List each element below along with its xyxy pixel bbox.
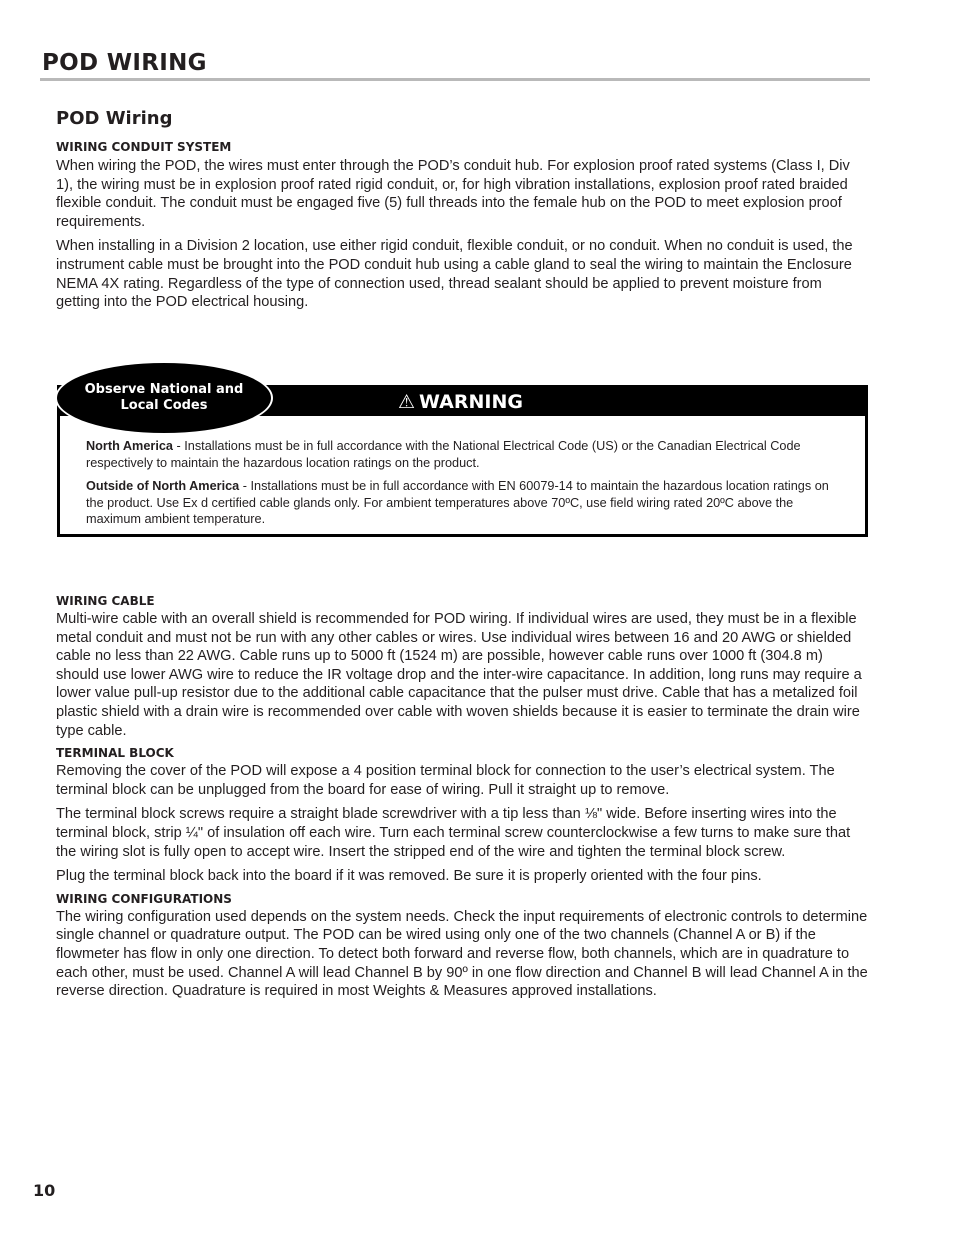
warning-label-text: WARNING — [419, 391, 523, 413]
page-number: 10 — [33, 1181, 56, 1200]
wiring-conduit-heading: WIRING CONDUIT SYSTEM — [56, 140, 232, 154]
terminal-block-heading: TERMINAL BLOCK — [56, 746, 174, 761]
wiring-cable-paragraph: Multi-wire cable with an overall shield is recommended for POD wiring. If individual wires are used, they must be in a flexible metal conduit and must not be run with any other cables or wires. Use individual wires between 16 and 20 AWG or shielded cable no less than 22 AWG. Cable runs up to 5000 ft (1524 m) are possible, however cable runs over 1000 ft (304.8 m) should use lower AWG wire to reduce the IR voltage drop and the inter-wire capacitance. In addition, long runs may require a lower value pull-up resistor due to the additional cable capacitance that the pulser must drive. Cable that has a metalized foil plastic shield with a drain wire is recommended over cable with woven shields because it is easier to terminate the drain wire type cable. — [56, 611, 862, 739]
section-title: POD Wiring — [56, 108, 173, 129]
warning-item-north-america — [86, 438, 846, 471]
wiring-conduit-paragraph-2: When installing in a Division 2 location, use either rigid conduit, flexible conduit, or no conduit. When no conduit is used, the instrument cable must be brought into the POD conduit hub using a cable gland to seal the wiring to maintain the Enclosure NEMA 4X rating. Regardless of the type of connection used, thread sealant should be applied to prevent moisture from getting into the POD electrical housing. — [56, 238, 853, 311]
page-title: POD WIRING — [42, 50, 207, 76]
warning-label — [398, 390, 523, 414]
terminal-block-paragraph-1: Removing the cover of the POD will expose a 4 position terminal block for connection to the user’s electrical system. The terminal block can be unplugged from the board for ease of wiring. Pull it straight up to remove. — [56, 763, 835, 798]
warning-content — [86, 438, 846, 528]
wiring-conduit-section — [56, 140, 868, 312]
warning-item-text: - Installations must be in full accordance with the National Electrical Code (US) or the Canadian Electrical Code respectively to maintain the hazardous location ratings on the product. — [86, 439, 801, 470]
wiring-cable-section — [56, 594, 868, 1001]
observe-codes-badge: Observe National and Local Codes — [55, 361, 273, 435]
wiring-cable-heading: WIRING CABLE — [56, 594, 155, 608]
wiring-conduit-paragraph-1: When wiring the POD, the wires must enter through the POD’s conduit hub. For explosion proof rated systems (Class I, Div 1), the wiring must be in explosion proof rated rigid conduit, or, for high vibration installations, explosion proof rated braided flexible conduit. The conduit must be engaged five (5) full threads into the female hub on the POD to meet explosion proof requirements. — [56, 158, 850, 230]
wiring-configurations-paragraph: The wiring configuration used depends on the system needs. Check the input requirements of electronic controls to determine single channel or quadrature output. The POD can be wired using only one of the two channels (Channel A or B) if the flowmeter has flow in only one direction. To detect both forward and reverse flow, both channels, which are in quadrature to each other, must be used. Channel A will lead Channel B by 90º in one flow direction and Channel B will lead Channel A in the reverse direction. Quadrature is required in most Weights & Measures approved installations. — [56, 908, 868, 1000]
warning-triangle-icon: ⚠ — [398, 391, 416, 413]
warning-item-outside-north-america — [86, 478, 846, 528]
terminal-block-paragraph-3: Plug the terminal block back into the board if it was removed. Be sure it is properly oriented with the four pins. — [56, 868, 762, 885]
warning-item-region: Outside of North America — [86, 479, 240, 494]
warning-item-region: North America — [86, 439, 173, 453]
wiring-configurations-heading: WIRING CONFIGURATIONS — [56, 891, 232, 906]
warning-item-text: - Installations must be in full accordance with EN 60079-14 to maintain the hazardous location ratings on the product. Use Ex d certified cable glands only. For ambient temperatures above 70ºC, use field wiring rated 20ºC above the maximum ambient temperature. — [86, 479, 829, 527]
terminal-block-paragraph-2: The terminal block screws require a straight blade screwdriver with a tip less than ⅛" wide. Before inserting wires into the terminal block, strip ¼" of insulation off each wire. Turn each terminal screw counterclockwise a few turns to make sure that the wiring slot is fully open to accept wire. Insert the stripped end of the wire and tighten the terminal block screw. — [56, 806, 851, 860]
title-rule — [40, 78, 870, 81]
